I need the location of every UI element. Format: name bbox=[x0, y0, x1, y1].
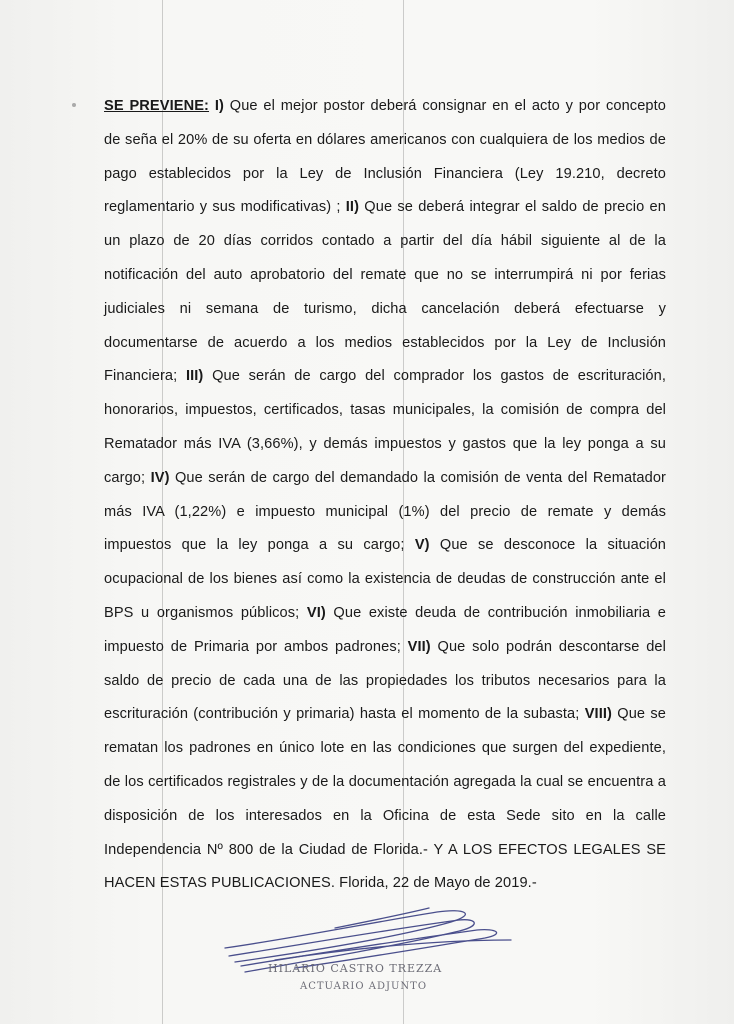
clause-number: IV) bbox=[150, 469, 170, 486]
heading-label: SE PREVIENE: bbox=[104, 98, 210, 114]
text-line bbox=[104, 90, 666, 124]
text-fragment: honorarios, impuestos, certificados, tasas municipales, la comisión de compra del bbox=[104, 402, 666, 419]
text-fragment: impuestos que la ley ponga a su cargo; bbox=[104, 537, 415, 554]
text-fragment: BPS u organismos públicos; bbox=[104, 604, 307, 621]
text-fragment: cargo; bbox=[104, 469, 151, 486]
text-line bbox=[104, 563, 666, 597]
text-fragment: reglamentario y sus modificativas) ; bbox=[104, 199, 346, 216]
clause-number: III) bbox=[185, 368, 204, 385]
text-line bbox=[104, 529, 666, 563]
text-fragment: Que se deberá integrar el saldo de precio en bbox=[359, 199, 666, 216]
text-line bbox=[104, 631, 666, 665]
text-fragment: Independencia Nº 800 de la Ciudad de Florida.- Y A LOS EFECTOS LEGALES SE bbox=[104, 841, 666, 858]
text-fragment: Que serán de cargo del comprador los gastos de escrituración, bbox=[203, 368, 666, 385]
paper-speck bbox=[72, 103, 76, 107]
text-line bbox=[104, 496, 666, 530]
text-fragment: un plazo de 20 días corridos contado a partir del día hábil siguiente al de la bbox=[104, 233, 666, 250]
text-line bbox=[104, 462, 666, 496]
clause-number: II) bbox=[345, 199, 360, 216]
text-line bbox=[104, 428, 666, 462]
text-fragment: Que se desconoce la situación bbox=[429, 537, 666, 554]
text-fragment: Financiera; bbox=[104, 368, 186, 385]
text-line bbox=[104, 597, 666, 631]
text-line bbox=[104, 732, 666, 766]
text-line bbox=[104, 158, 666, 192]
text-fragment: Que serán de cargo del demandado la comisión de venta del Rematador bbox=[169, 469, 666, 486]
text-fragment: Que se bbox=[611, 706, 667, 723]
text-fragment: judiciales ni semana de turismo, dicha cancelación deberá efectuarse y bbox=[104, 300, 666, 317]
text-line bbox=[104, 766, 666, 800]
text-line bbox=[104, 834, 666, 868]
text-line bbox=[104, 360, 666, 394]
clause-number: I) bbox=[214, 98, 224, 114]
text-line bbox=[104, 800, 666, 834]
clause-number: VI) bbox=[306, 604, 326, 621]
text-line bbox=[104, 698, 666, 732]
text-fragment: más IVA (1,22%) e impuesto municipal (1%) del precio de remate y demás bbox=[104, 503, 666, 520]
text-fragment: HACEN ESTAS PUBLICACIONES. Florida, 22 de Mayo de 2019.- bbox=[104, 875, 537, 892]
text-fragment: escrituración (contribución y primaria) hasta el momento de la subasta; bbox=[104, 706, 585, 723]
text-fragment: documentarse de acuerdo a los medios establecidos por la Ley de Inclusión bbox=[104, 334, 666, 351]
text-line bbox=[104, 665, 666, 699]
text-fragment: de los certificados registrales y de la documentación agregada la cual se encuentra a bbox=[104, 773, 666, 790]
text-line bbox=[104, 293, 666, 327]
clause-number: VII) bbox=[407, 638, 431, 655]
text-fragment: Que el mejor postor deberá consignar en el acto y por concepto bbox=[223, 98, 667, 114]
text-fragment: Rematador más IVA (3,66%), y demás impuestos y gastos que la ley ponga a su bbox=[104, 435, 666, 452]
text-fragment: disposición de los interesados en la Oficina de esta Sede sito en la calle bbox=[104, 807, 666, 824]
text-line bbox=[104, 259, 666, 293]
text-fragment: ocupacional de los bienes así como la existencia de deudas de construcción ante el bbox=[104, 571, 666, 588]
official-stamp bbox=[268, 962, 468, 992]
text-fragment: Que existe deuda de contribución inmobiliaria e bbox=[325, 604, 666, 621]
text-fragment: notificación del auto aprobatorio del remate que no se interrumpirá ni por ferias bbox=[104, 266, 666, 283]
text-line bbox=[104, 394, 666, 428]
stamp-name: HILARIO CASTRO TREZZA bbox=[268, 962, 443, 975]
clause-number: V) bbox=[414, 537, 430, 554]
clause-number: VIII) bbox=[584, 706, 612, 723]
document-body bbox=[104, 90, 666, 901]
text-line bbox=[104, 225, 666, 259]
text-line bbox=[104, 124, 666, 158]
stamp-role: ACTUARIO ADJUNTO bbox=[300, 981, 428, 992]
heading-label-bold bbox=[104, 98, 209, 114]
text-line bbox=[104, 327, 666, 361]
text-fragment: saldo de precio de cada una de las propiedades los tributos necesarios para la bbox=[104, 672, 666, 689]
text-fragment: Que solo podrán descontarse del bbox=[430, 638, 666, 655]
text-fragment: rematan los padrones en único lote en las condiciones que surgen del expediente, bbox=[104, 740, 666, 757]
text-fragment: de seña el 20% de su oferta en dólares americanos con cualquiera de los medios de bbox=[104, 131, 666, 148]
text-fragment: pago establecidos por la Ley de Inclusión Financiera (Ley 19.210, decreto bbox=[104, 165, 666, 182]
text-fragment: impuesto de Primaria por ambos padrones; bbox=[104, 638, 408, 655]
text-line bbox=[104, 191, 666, 225]
text-line bbox=[104, 867, 666, 901]
